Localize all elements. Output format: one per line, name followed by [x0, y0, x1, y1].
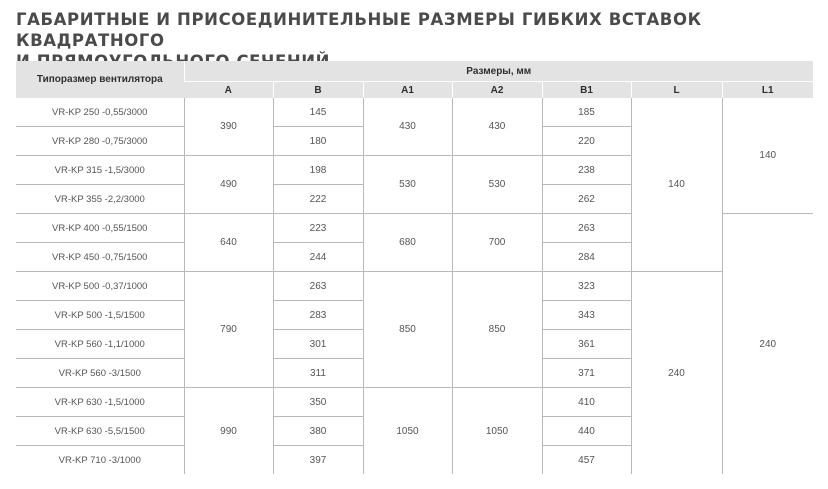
model-cell: VR-KP 630 -1,5/1000 [16, 388, 184, 417]
cell-b: 145 [273, 98, 363, 127]
model-cell: VR-KP 560 -3/1500 [16, 359, 184, 388]
cell-a2: 430 [452, 98, 542, 156]
table-row [16, 272, 813, 301]
cell-b: 244 [273, 243, 363, 272]
cell-b: 301 [273, 330, 363, 359]
model-cell: VR-KP 710 -3/1000 [16, 446, 184, 475]
cell-b1: 410 [542, 388, 631, 417]
cell-b1: 361 [542, 330, 631, 359]
model-cell: VR-KP 315 -1,5/3000 [16, 156, 184, 185]
cell-a1: 1050 [363, 388, 452, 475]
model-cell: VR-KP 560 -1,1/1000 [16, 330, 184, 359]
model-cell: VR-KP 355 -2,2/3000 [16, 185, 184, 214]
cell-b: 223 [273, 214, 363, 243]
cell-a2: 1050 [452, 388, 542, 475]
header-col-l: L [631, 82, 722, 99]
cell-l: 140 [631, 98, 722, 272]
table-header [16, 61, 813, 98]
cell-l1: 240 [722, 214, 813, 475]
cell-b: 222 [273, 185, 363, 214]
cell-b: 283 [273, 301, 363, 330]
cell-b1: 262 [542, 185, 631, 214]
cell-b: 198 [273, 156, 363, 185]
dimensions-table [16, 61, 813, 474]
cell-b: 311 [273, 359, 363, 388]
cell-b1: 457 [542, 446, 631, 475]
cell-b: 380 [273, 417, 363, 446]
header-col-a: A [184, 82, 273, 99]
header-col-b: B [273, 82, 363, 99]
cell-a: 490 [184, 156, 273, 214]
cell-a: 390 [184, 98, 273, 156]
model-cell: VR-KP 250 -0,55/3000 [52, 106, 148, 118]
cell-a1: 850 [363, 272, 452, 388]
cell-b1: 185 [542, 98, 631, 127]
header-col-a1: A1 [363, 82, 452, 99]
cell-a: 640 [184, 214, 273, 272]
cell-b: 180 [273, 127, 363, 156]
page-title-line-1: ГАБАРИТНЫЕ И ПРИСОЕДИНИТЕЛЬНЫЕ РАЗМЕРЫ ГИБКИХ ВСТАВОК КВАДРАТНОГО [16, 10, 702, 50]
header-dimensions-group: Размеры, мм [184, 61, 813, 82]
cell-a1: 430 [363, 98, 452, 156]
header-col-l1: L1 [722, 82, 813, 99]
cell-b: 350 [273, 388, 363, 417]
cell-a: 790 [184, 272, 273, 388]
model-cell: VR-KP 630 -5,5/1500 [16, 417, 184, 446]
cell-b1: 323 [542, 272, 631, 301]
cell-b: 397 [273, 446, 363, 475]
model-cell: VR-KP 280 -0,75/3000 [16, 127, 184, 156]
header-col-a2: A2 [452, 82, 542, 99]
cell-b1: 284 [542, 243, 631, 272]
cell-l: 240 [631, 272, 722, 475]
cell-b: 263 [273, 272, 363, 301]
model-cell: VR-KP 500 -1,5/1500 [16, 301, 184, 330]
table-body [16, 98, 813, 474]
cell-a1: 530 [363, 156, 452, 214]
model-cell: VR-KP 500 -0,37/1000 [16, 272, 184, 301]
cell-a: 990 [184, 388, 273, 475]
model-cell: VR-KP 400 -0,55/1500 [16, 214, 184, 243]
cell-b1: 343 [542, 301, 631, 330]
cell-b1: 263 [542, 214, 631, 243]
cell-b1: 371 [542, 359, 631, 388]
cell-b1: 238 [542, 156, 631, 185]
cell-a2: 700 [452, 214, 542, 272]
cell-a2: 850 [452, 272, 542, 388]
header-model: Типоразмер вентилятора [16, 61, 184, 98]
cell-b1: 220 [542, 127, 631, 156]
model-cell: VR-KP 450 -0,75/1500 [16, 243, 184, 272]
header-col-b1: B1 [542, 82, 631, 99]
cell-a2: 530 [452, 156, 542, 214]
table-row [16, 98, 813, 127]
cell-b1: 440 [542, 417, 631, 446]
cell-l1: 140 [722, 98, 813, 214]
cell-a1: 680 [363, 214, 452, 272]
